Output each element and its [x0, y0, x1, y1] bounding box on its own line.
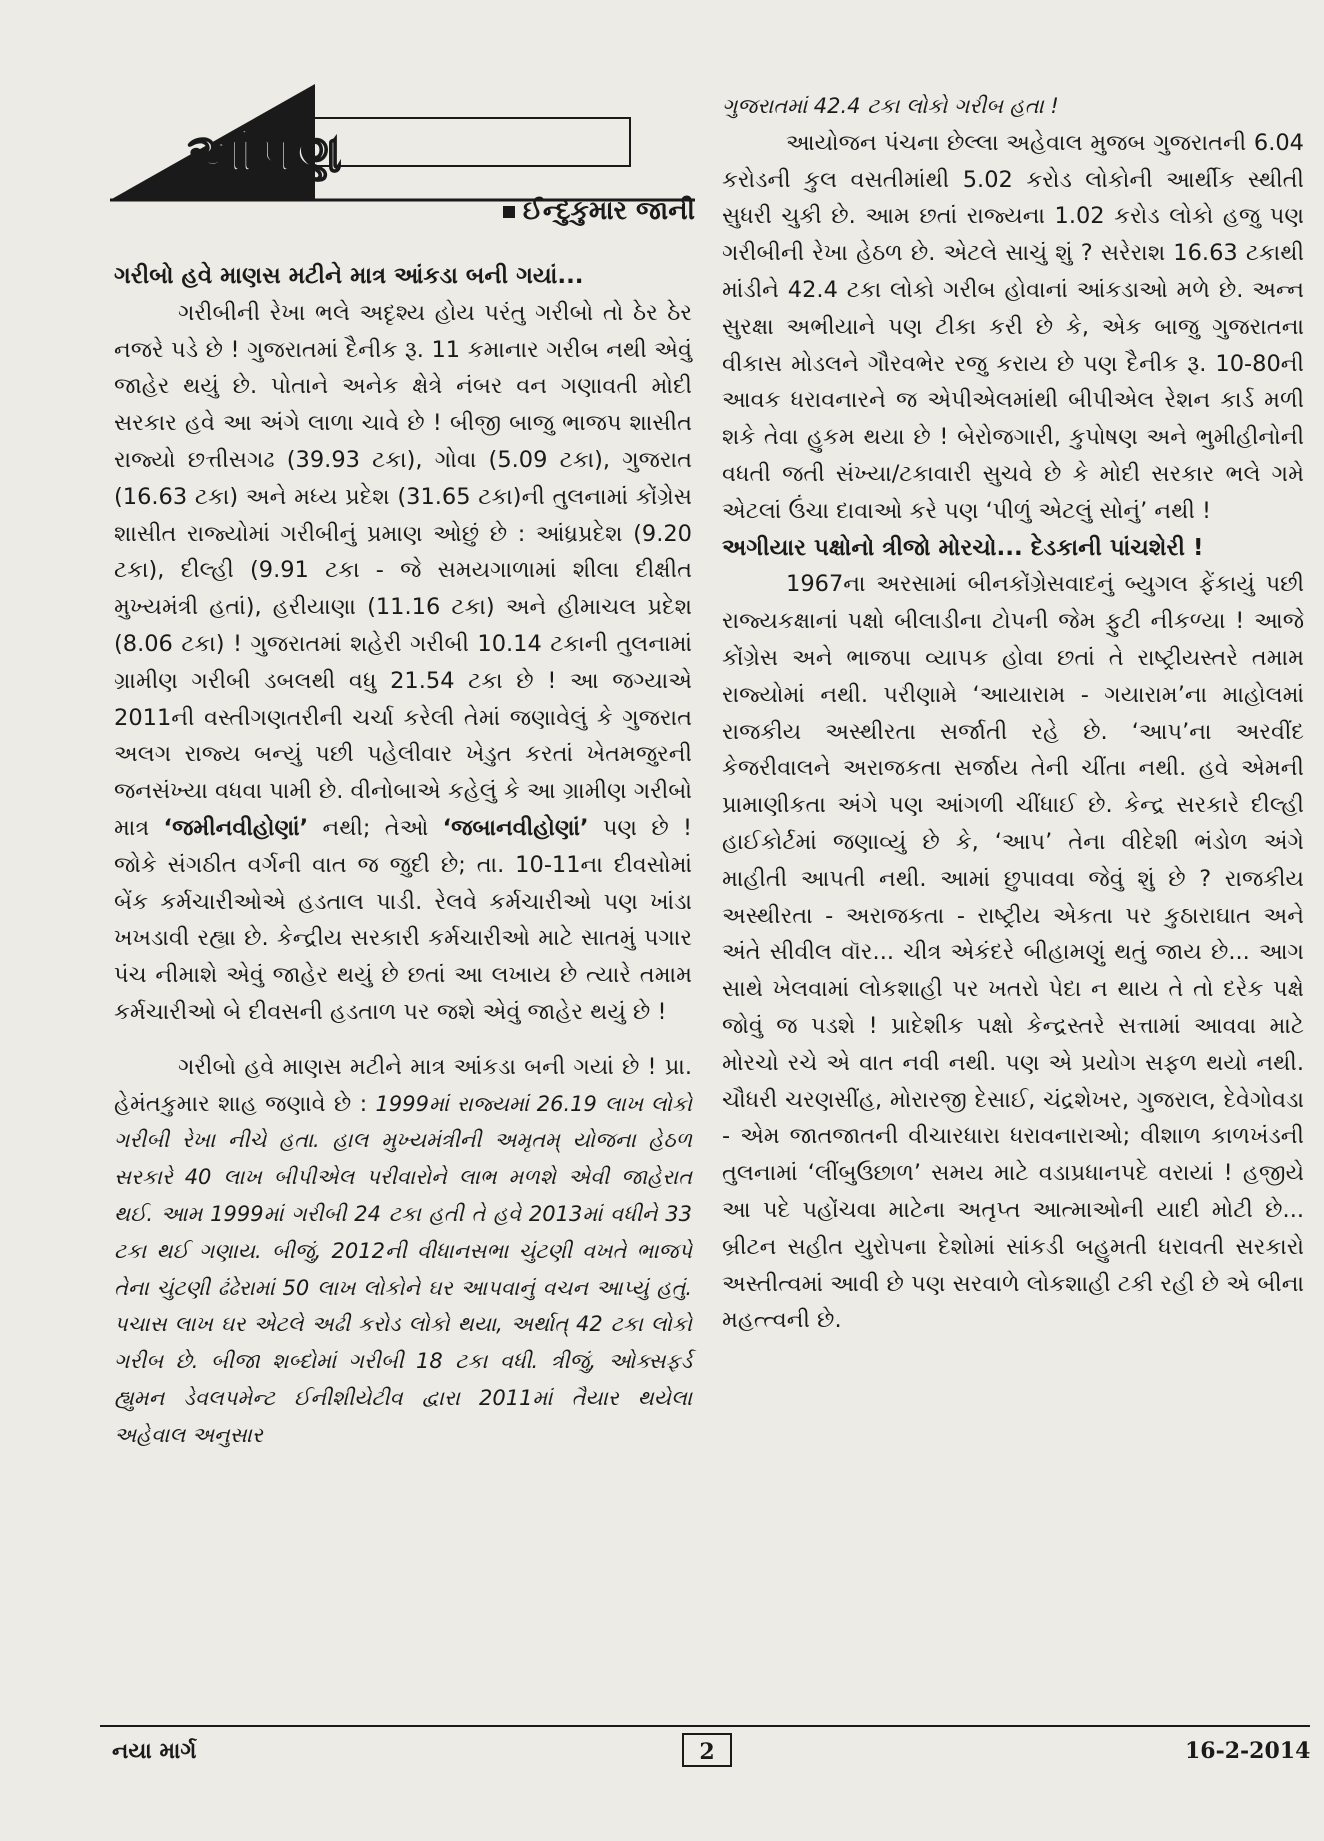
right-paragraph-1: આયોજન પંચના છેલ્લા અહેવાલ મુજબ ગુજરાતની 6.04 કરોડની કુલ વસતીમાંથી 5.02 કરોડ લોકોની આર્થીક સ્થીતી સુધરી ચુકી છે. આમ છતાં રાજ્યના 1.02 કરોડ લોકો હજુ પણ ગરીબીની રેખા હેઠળ છે. એટલે સાચું શું ? સરેરાશ 16.63 ટકાથી માંડીને 42.4 ટકા લોકો ગરીબ હોવાનાં આંકડાઓ મળે છે. અન્ન સુરક્ષા અભીયાને પણ ટીકા કરી છે કે, એક બાજુ ગુજરાતના વીકાસ મોડલને ગૌરવભેર રજુ કરાય છે પણ દૈનીક રૂ. 10-80ની આવક ધરાવનારને જ એપીએલમાંથી બીપીએલ રેશન કાર્ડ મળી શકે તેવા હુકમ થયા છે ! બેરોજગારી, કુપોષણ અને ભુમીહીનોની વધતી જતી સંખ્યા/ટકાવારી સુચવે છે કે મોદી સરકાર ભલે ગમે એટલાં ઉંચા દાવાઓ કરે પણ ‘પીળું એટલું સોનું’ નથી ! — [722, 129, 1304, 524]
author-name: ઈન્દુકુમાર જાની — [522, 196, 695, 226]
publication-name: નયા માર્ગ — [112, 1738, 197, 1764]
left-para2-italic: 1999માં રાજ્યમાં 26.19 લાખ લોકો ગરીબી રેખા નીચે હતા. હાલ મુખ્યમંત્રીની અમૃતમ્ યોજના હેઠળ સરકારે 40 લાખ બીપીએલ પરીવારોને લાભ મળશે એવી જાહેરાત થઈ. આમ 1999માં ગરીબી 24 ટકા હતી તે હવે 2013માં વધીને 33 ટકા થઈ ગણાય. બીજું, 2012ની વીધાનસભા ચુંટણી વખતે ભાજપે તેના ચુંટણી ઢંઢેરામાં 50 લાખ લોકોને ઘર આપવાનું વચન આપ્યું હતું. પચાસ લાખ ઘર એટલે અઢી કરોડ લોકો થયા, અર્થાત્ 42 ટકા લોકો ગરીબ છે. બીજા શબ્દોમાં ગરીબી 18 ટકા વધી. ત્રીજું, ઓક્સફર્ડ હ્યુમન ડેવલપમેન્ટ ઈનીશીયેટીવ દ્વારા 2011માં તૈયાર થયેલા અહેવાલ અનુસાર — [114, 1091, 693, 1447]
left-paragraph-1 — [114, 295, 692, 1031]
left-heading: ગરીબો હવે માણસ મટીને માત્ર આંકડા બની ગયાં... — [114, 263, 584, 289]
right-lead-line: ગુજરાતમાં 42.4 ટકા લોકો ગરીબ હતા ! — [722, 94, 1059, 118]
bold-term-1: ‘જમીનવીહોણાં’ — [163, 814, 309, 841]
column-logo — [110, 82, 710, 212]
right-paragraph-2: 1967ના અરસામાં બીનકોંગ્રેસવાદનું બ્યુગલ ફેંકાયું પછી રાજ્યકક્ષાનાં પક્ષો બીલાડીના ટોપની જેમ ફુટી નીકળ્યા ! આજે કોંગ્રેસ અને ભાજપા વ્યાપક હોવા છતાં તે રાષ્ટ્રીયસ્તરે તમામ રાજ્યોમાં નથી. પરીણામે ‘આયારામ - ગયારામ’ના માહોલમાં રાજકીય અસ્થીરતા સર્જાતી રહે છે. ‘આપ’ના અરવીંદ કેજરીવાલને અરાજકતા સર્જાય તેની ચીંતા નથી. હવે એમની પ્રામાણીકતા અંગે પણ આંગળી ચીંધાઈ છે. કેન્દ્ર સરકારે દીલ્હી હાઈકોર્ટમાં જણાવ્યું છે કે, ‘આપ’ તેના વીદેશી ભંડોળ અંગે માહીતી આપતી નથી. આમાં છુપાવવા જેવું શું છે ? રાજકીય અસ્થીરતા - અરાજકતા - રાષ્ટ્રીય એકતા પર કુઠારાઘાત અને અંતે સીવીલ વૉર... ચીત્ર એકંદરે બીહામણું થતું જાય છે... આગ સાથે ખેલવામાં લોકશાહી પર ખતરો પેદા ન થાય તે તો દરેક પક્ષે જોવું જ પડશે ! પ્રાદેશીક પક્ષો કેન્દ્રસ્તરે સત્તામાં આવવા માટે મોરચો રચે એ વાત નવી નથી. પણ એ પ્રયોગ સફળ થયો નથી. ચૌધરી ચરણસીંહ, મોરારજી દેસાઈ, ચંદ્રશેખર, ગુજરાલ, દેવેગોવડા - એમ જાતજાતની વીચારધારા ધરાવનારાઓ; વીશાળ કાળખંડની તુલનામાં ‘લીંબુઉછાળ’ સમય માટે વડાપ્રધાનપદે વરાયાં ! હજીયે આ પદે પહોંચવા માટેના અતૃપ્ત આત્માઓની યાદી મોટી છે... બ્રીટન સહીત યુરોપના દેશોમાં સાંકડી બહુમતી ધરાવતી સરકારો અસ્તીત્વમાં આવી છે પણ સરવાળે લોકશાહી ટકી રહી છે એ બીના મહત્ત્વની છે. — [722, 571, 1304, 1334]
left-para1-text: ગરીબીની રેખા ભલે અદૃશ્ય હોય પરંતુ ગરીબો તો ઠેર ઠેર નજરે પડે છે ! ગુજરાતમાં દૈનીક રૂ. 11 કમાનાર ગરીબ નથી એવું જાહેર થયું છે. પોતાને અનેક ક્ષેત્રે નંબર વન ગણાવતી મોદી સરકાર હવે આ અંગે લાળા ચાવે છે ! બીજી બાજુ ભાજપ શાસીત રાજ્યો છત્તીસગઢ (39.93 ટકા), ગોવા (5.09 ટકા), ગુજરાત (16.63 ટકા) અને મધ્ય પ્રદેશ (31.65 ટકા)ની તુલનામાં કોંગ્રેસ શાસીત રાજ્યોમાં ગરીબીનું પ્રમાણ ઓછું છે : આંધ્રપ્રદેશ (9.20 ટકા), દીલ્હી (9.91 ટકા - જે સમયગાળામાં શીલા દીક્ષીત મુખ્યમંત્રી હતાં), હરીયાણા (11.16 ટકા) અને હીમાચલ પ્રદેશ (8.06 ટકા) ! ગુજરાતમાં શહેરી ગરીબી 10.14 ટકાની તુલનામાં ગ્રામીણ ગરીબી ડબલથી વધુ 21.54 ટકા છે ! આ જગ્યાએ 2011ની વસ્તીગણતરીની ચર્ચા કરેલી તેમાં જણાવેલું કે ગુજરાત અલગ રાજ્ય બન્યું પછી પહેલીવાર ખેડુત કરતાં ખેતમજુરની જનસંખ્યા વધવા પામી છે. વીનોબાએ કહેલું કે આ ગ્રામીણ ગરીબો માત્ર — [114, 299, 692, 841]
right-heading: અગીયાર પક્ષોનો ત્રીજો મોરચો... દેડકાની પાંચશેરી ! — [722, 534, 1204, 561]
left-para2-text: ગરીબો હવે માણસ મટીને માત્ર આંકડા બની ગયાં છે ! પ્રા. હેમંતકુમાર શાહ જણાવે છે : — [114, 1053, 692, 1117]
logo-title: આંપ્રણ — [188, 124, 346, 184]
left-column — [114, 258, 692, 1454]
issue-date: 16-2-2014 — [1185, 1738, 1311, 1764]
footer-rule — [100, 1725, 1310, 1727]
page-number: 2 — [682, 1733, 732, 1767]
right-column — [722, 88, 1304, 1339]
bullet-square-icon — [503, 206, 515, 218]
left-para1c-text: પણ છે ! જોકે સંગઠીત વર્ગની વાત જ જુદી છે; તા. 10-11ના દીવસોમાં બેંક કર્મચારીઓએ હડતાલ પાડી. રેલવે કર્મચારીઓ પણ ખાંડા ખખડાવી રહ્યા છે. કેન્દ્રીય સરકારી કર્મચારીઓ માટે સાતમું પગાર પંચ નીમાશે એવું જાહેર થયું છે છતાં આ લખાય છે ત્યારે તમામ કર્મચારીઓ બે દીવસની હડતાળ પર જશે એવું જાહેર થયું છે ! — [114, 814, 693, 1025]
author-byline — [415, 196, 695, 227]
left-para1b-text: નથી; તેઓ — [308, 814, 443, 841]
bold-term-2: ‘જબાનવીહોણાં’ — [442, 814, 589, 841]
left-paragraph-2 — [114, 1049, 692, 1454]
